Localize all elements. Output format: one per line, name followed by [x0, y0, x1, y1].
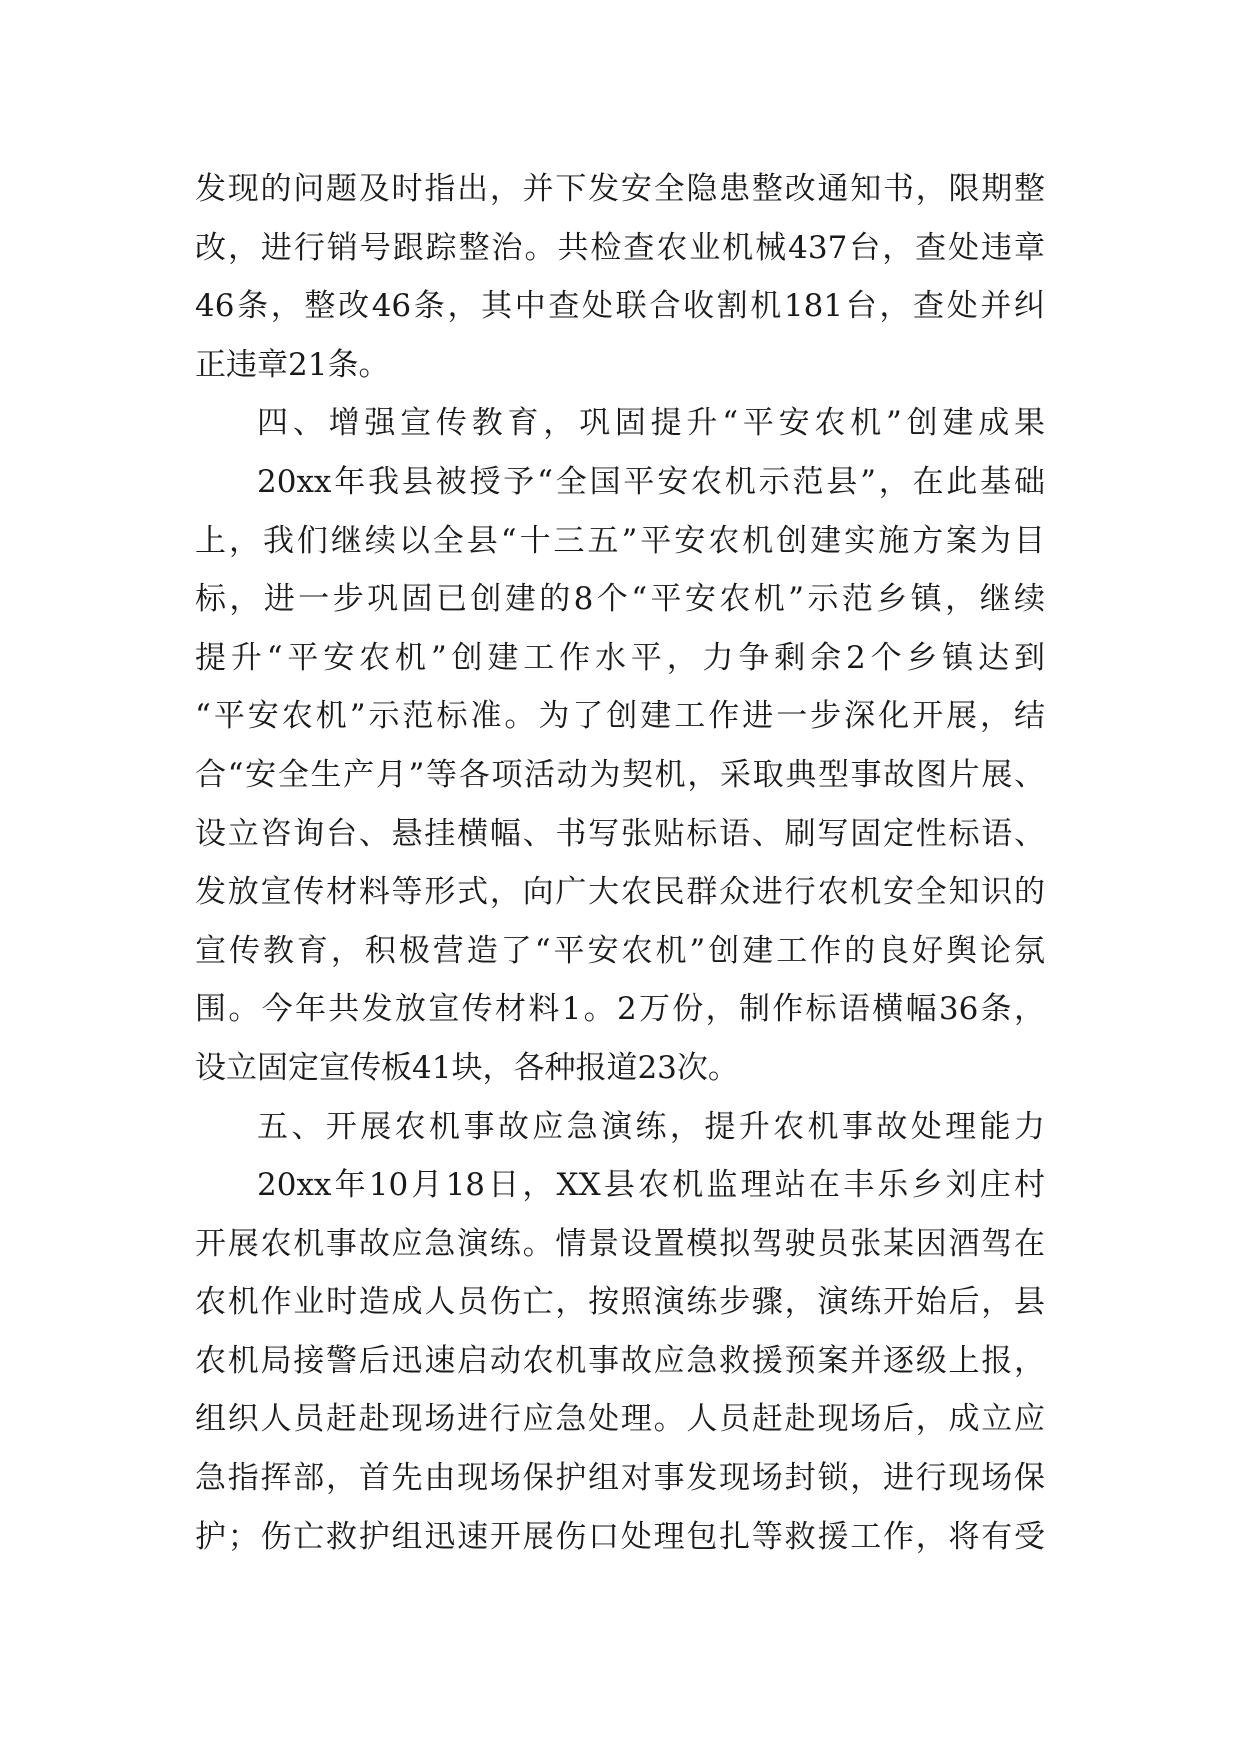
text-line: 组织人员赶赴现场进行应急处理。人员赶赴现场后，成立应: [195, 1401, 1045, 1438]
text-line: 改，进行销号跟踪整治。共检查农业机械437台，查处违章: [195, 229, 1045, 266]
text-line: 发放宣传材料等形式，向广大农民群众进行农机安全知识的: [195, 874, 1045, 911]
document-body: [195, 160, 1045, 1566]
text-line: 上，我们继续以全县“十三五”平安农机创建实施方案为目: [195, 522, 1045, 559]
text-line: 提升“平安农机”创建工作水平，力争剩余2个乡镇达到: [195, 639, 1045, 676]
text-line: 20xx年10月18日，XX县农机监理站在丰乐乡刘庄村: [257, 1167, 1045, 1204]
text-line: 标，进一步巩固已创建的8个“平安农机”示范乡镇，继续: [195, 581, 1045, 618]
text-line: 急指挥部，首先由现场保护组对事发现场封锁，进行现场保: [195, 1460, 1045, 1497]
text-line: 农机局接警后迅速启动农机事故应急救援预案并逐级上报，: [195, 1342, 1045, 1379]
text-line: 开展农机事故应急演练。情景设置模拟驾驶员张某因酒驾在: [195, 1225, 1045, 1262]
text-line: 发现的问题及时指出，并下发安全隐患整改通知书，限期整: [195, 171, 1045, 207]
text-line: 46条，整改46条，其中查处联合收割机181台，查处并纠: [195, 288, 1045, 325]
text-line: 四、增强宣传教育，巩固提升“平安农机”创建成果: [257, 405, 1045, 442]
text-line: 设立固定宣传板41块，各种报道23次。: [195, 1049, 739, 1086]
text-line: 农机作业时造成人员伤亡，按照演练步骤，演练开始后，县: [195, 1284, 1045, 1321]
text-line: “平安农机”示范标准。为了创建工作进一步深化开展，结: [195, 698, 1045, 735]
text-line: 宣传教育，积极营造了“平安农机”创建工作的良好舆论氛: [195, 932, 1045, 969]
text-line: 五、开展农机事故应急演练，提升农机事故处理能力: [257, 1108, 1045, 1145]
text-line: 正违章21条。: [195, 346, 390, 383]
text-line: 20xx年我县被授予“全国平安农机示范县”，在此基础: [257, 463, 1045, 500]
text-line: 围。今年共发放宣传材料1。2万份，制作标语横幅36条，: [195, 991, 1045, 1028]
text-line: 护；伤亡救护组迅速开展伤口处理包扎等救援工作，将有受: [195, 1518, 1045, 1555]
text-line: 设立咨询台、悬挂横幅、书写张贴标语、刷写固定性标语、: [195, 815, 1045, 852]
text-line: 合“安全生产月”等各项活动为契机，采取典型事故图片展、: [195, 756, 1045, 793]
